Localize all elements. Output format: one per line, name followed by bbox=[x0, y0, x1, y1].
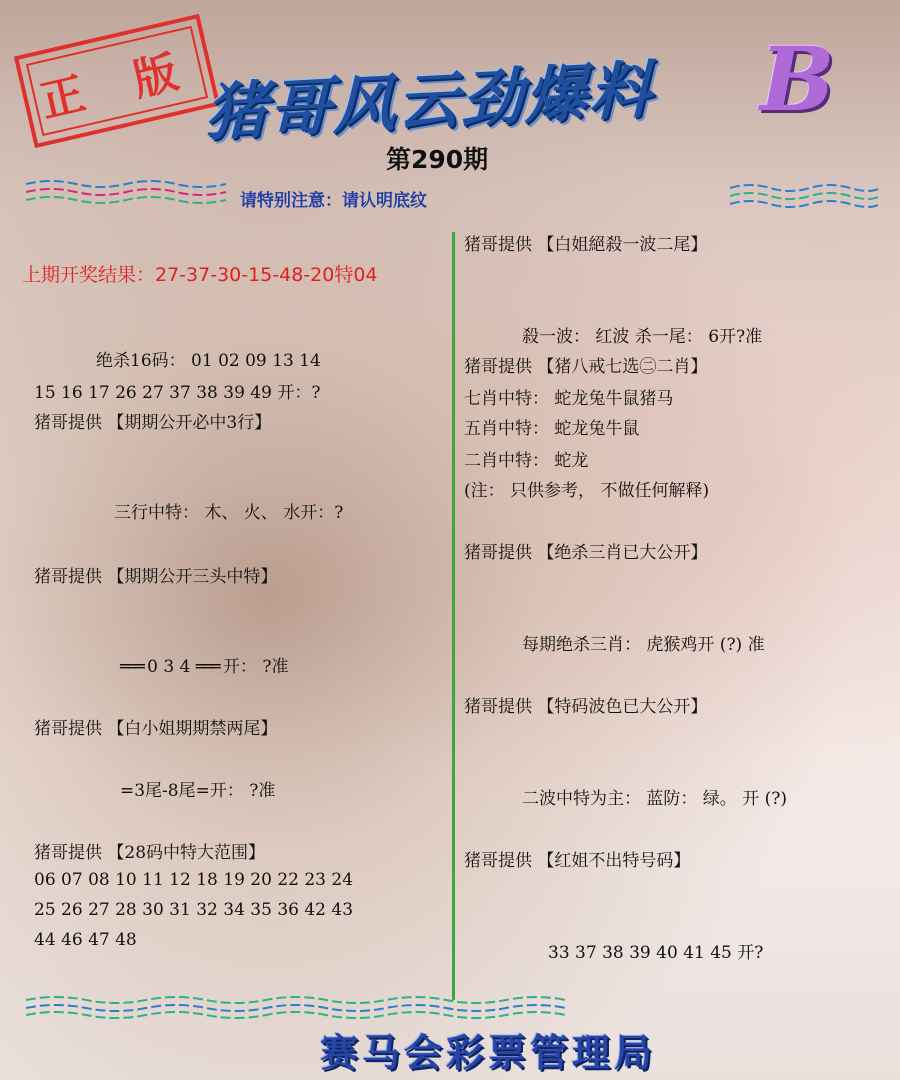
head-digits: 0 3 4 bbox=[147, 657, 191, 677]
left-section4-row2: 25 26 27 28 30 31 32 34 35 36 42 43 bbox=[34, 900, 354, 920]
edition-badge: B bbox=[760, 27, 835, 131]
stamp-text: 正 版 bbox=[35, 42, 201, 128]
right-section5-body: 33 37 38 39 40 41 45 开? bbox=[548, 943, 764, 963]
right-section4-body: 二波中特为主： 蓝防： 绿。 开 (?) bbox=[522, 789, 787, 809]
bottom-banner: 赛马会彩票管理局 bbox=[320, 1031, 657, 1075]
right-section2-header: 猪哥提供 【猪八戒七选㊁二肖】 bbox=[464, 357, 708, 377]
left-section4-row3: 44 46 47 48 bbox=[34, 930, 137, 950]
right-section3-body: 每期绝杀三肖： 虎猴鸡开 (?) 准 bbox=[522, 635, 765, 655]
wave-decoration-right bbox=[730, 182, 880, 212]
left-section3-header: 猪哥提供 【白小姐期期禁两尾】 bbox=[34, 719, 278, 739]
page-title: 猪哥风云劲爆料 bbox=[205, 52, 654, 150]
right-section2-line2: 五肖中特： 蛇龙兔牛鼠 bbox=[464, 419, 640, 439]
kill16-line1: 绝杀16码： 01 02 09 13 14 bbox=[96, 351, 321, 371]
issue-number: 第290期 bbox=[386, 145, 489, 174]
authentic-stamp bbox=[14, 14, 220, 148]
block-glyphs-b: ═══ bbox=[195, 657, 218, 677]
right-section2-line3: 二肖中特： 蛇龙 bbox=[464, 451, 589, 471]
left-section2-tail: 开： ?准 bbox=[222, 657, 289, 677]
right-section4-header: 猪哥提供 【特码波色已大公开】 bbox=[464, 697, 708, 717]
right-section1-header: 猪哥提供 【白姐絕殺一波二尾】 bbox=[464, 235, 708, 255]
block-glyphs-a: ═══ bbox=[120, 657, 142, 677]
stamp-inner-border bbox=[26, 26, 208, 136]
right-section5-header: 猪哥提供 【红姐不出特号码】 bbox=[464, 851, 691, 871]
left-section4-row1: 06 07 08 10 11 12 18 19 20 22 23 24 bbox=[34, 870, 354, 890]
kill16-line2: 15 16 17 26 27 37 38 39 49 开：? bbox=[34, 383, 321, 403]
right-section2-note: (注： 只供参考， 不做任何解释) bbox=[464, 481, 710, 501]
left-section3-body: =3尾-8尾=开： ?准 bbox=[120, 781, 276, 801]
right-section2-line1: 七肖中特： 蛇龙兔牛鼠猪马 bbox=[464, 389, 674, 409]
wave-decoration-left bbox=[26, 178, 246, 208]
left-section4-header: 猪哥提供 【28码中特大范围】 bbox=[34, 843, 266, 863]
column-divider bbox=[452, 232, 455, 1000]
left-section2-body bbox=[120, 652, 288, 677]
right-section1-body: 殺一波： 红波 杀一尾： 6开?准 bbox=[522, 327, 763, 347]
notice-text: 请特别注意：请认明底纹 bbox=[240, 191, 427, 211]
right-section3-header: 猪哥提供 【绝杀三肖已大公开】 bbox=[464, 543, 708, 563]
left-section2-header: 猪哥提供 【期期公开三头中特】 bbox=[34, 567, 278, 587]
left-section1-body: 三行中特： 木、 火、 水开：? bbox=[114, 503, 344, 523]
wave-decoration-bottom bbox=[26, 994, 576, 1020]
left-section1-header: 猪哥提供 【期期公开必中3行】 bbox=[34, 413, 272, 433]
previous-result: 上期开奖结果：27-37-30-15-48-20特04 bbox=[22, 264, 378, 286]
